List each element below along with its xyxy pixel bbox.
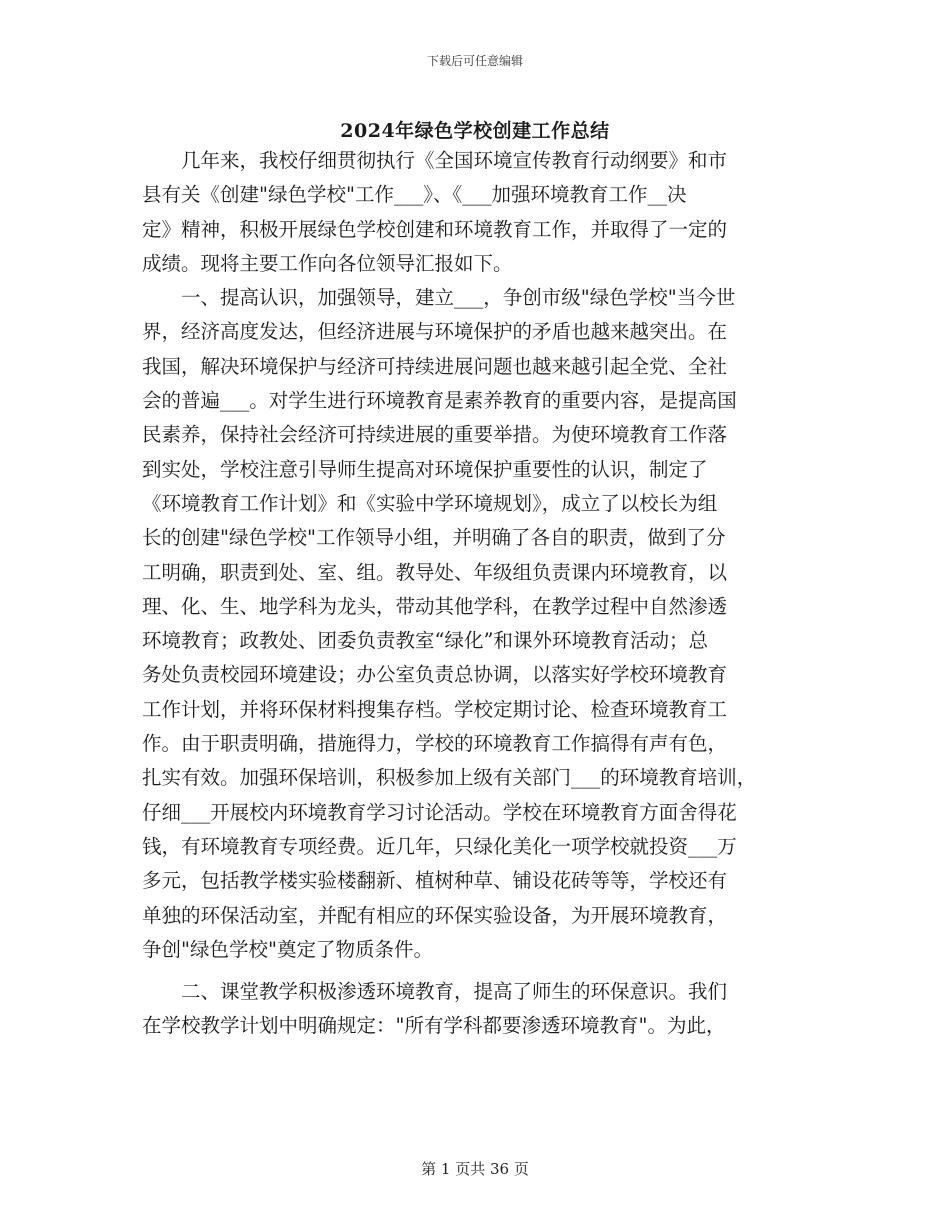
text-line: 会的普遍___。对学生进行环境教育是素养教育的重要内容，是提高国 [142, 389, 737, 413]
text-line: 《环境教育工作计划》和《实验中学环境规划》，成立了以校长为组 [142, 491, 718, 515]
text-line: 一、提高认识，加强领导，建立___，争创市级"绿色学校"当今世 [142, 286, 736, 310]
text-line: 我国，解决环境保护与经济可持续进展问题也越来越引起全党、全社 [142, 354, 728, 378]
text-line: 成绩。现将主要工作向各位领导汇报如下。 [142, 251, 513, 275]
text-line: 扎实有效。加强环保培训，积极参加上级有关部门___的环境教育培训， [142, 766, 757, 790]
text-line: 工作计划，并将环保材料搜集存档。学校定期讨论、检查环境教育工 [142, 697, 728, 721]
text-line: 争创"绿色学校"奠定了物质条件。 [142, 937, 433, 961]
text-line: 多元，包括教学楼实验楼翻新、植树种草、铺设花砖等等，学校还有 [142, 869, 728, 893]
document-body [142, 144, 812, 1044]
text-line: 界，经济高度发达，但经济进展与环境保护的矛盾也越来越突出。在 [142, 320, 728, 344]
text-line: 到实处，学校注意引导师生提高对环境保护重要性的认识，制定了 [142, 457, 708, 481]
text-line: 务处负责校园环境建设；办公室负责总协调，以落实好学校环境教育 [142, 663, 728, 687]
page-footer: 第 1 页共 36 页 [421, 1160, 529, 1178]
text-line: 钱，有环境教育专项经费。近几年，只绿化美化一项学校就投资___万 [142, 834, 737, 858]
text-line: 二、课堂教学积极渗透环境教育，提高了师生的环保意识。我们 [142, 980, 728, 1004]
text-line: 在学校教学计划中明确规定："所有学科都要渗透环境教育"。为此， [142, 1014, 726, 1038]
paragraph-section-two [142, 975, 812, 1044]
text-line: 环境教育；政教处、团委负责教室“绿化”和课外环境教育活动；总 [142, 629, 708, 653]
page-header: 下载后可任意编辑 [426, 54, 523, 68]
paragraph-section-one [142, 281, 812, 967]
text-line: 理、化、生、地学科为龙头，带动其他学科，在教学过程中自然渗透 [142, 594, 728, 618]
text-line: 仔细___开展校内环境教育学习讨论活动。学校在环境教育方面舍得花 [142, 800, 737, 824]
text-line: 县有关《创建"绿色学校"工作___》、《___加强环境教育工作__决 [142, 183, 687, 207]
text-line: 单独的环保活动室，并配有相应的环保实验设备，为开展环境教育， [142, 903, 728, 927]
document-title: 2024年绿色学校创建工作总结 [340, 120, 610, 142]
text-line: 作。由于职责明确，措施得力，学校的环境教育工作搞得有声有色， [142, 732, 728, 756]
text-line: 工明确，职责到处、室、组。教导处、年级组负责课内环境教育，以 [142, 560, 728, 584]
paragraph-intro [142, 144, 812, 281]
text-line: 几年来，我校仔细贯彻执行《全国环境宣传教育行动纲要》和市 [142, 149, 728, 172]
paragraph-spacer [142, 967, 812, 975]
text-line: 长的创建"绿色学校"工作领导小组，并明确了各自的职责，做到了分 [142, 526, 726, 550]
text-line: 定》精神，积极开展绿色学校创建和环境教育工作，并取得了一定的 [142, 217, 728, 241]
text-line: 民素养，保持社会经济可持续进展的重要举措。为使环境教育工作落 [142, 423, 728, 447]
